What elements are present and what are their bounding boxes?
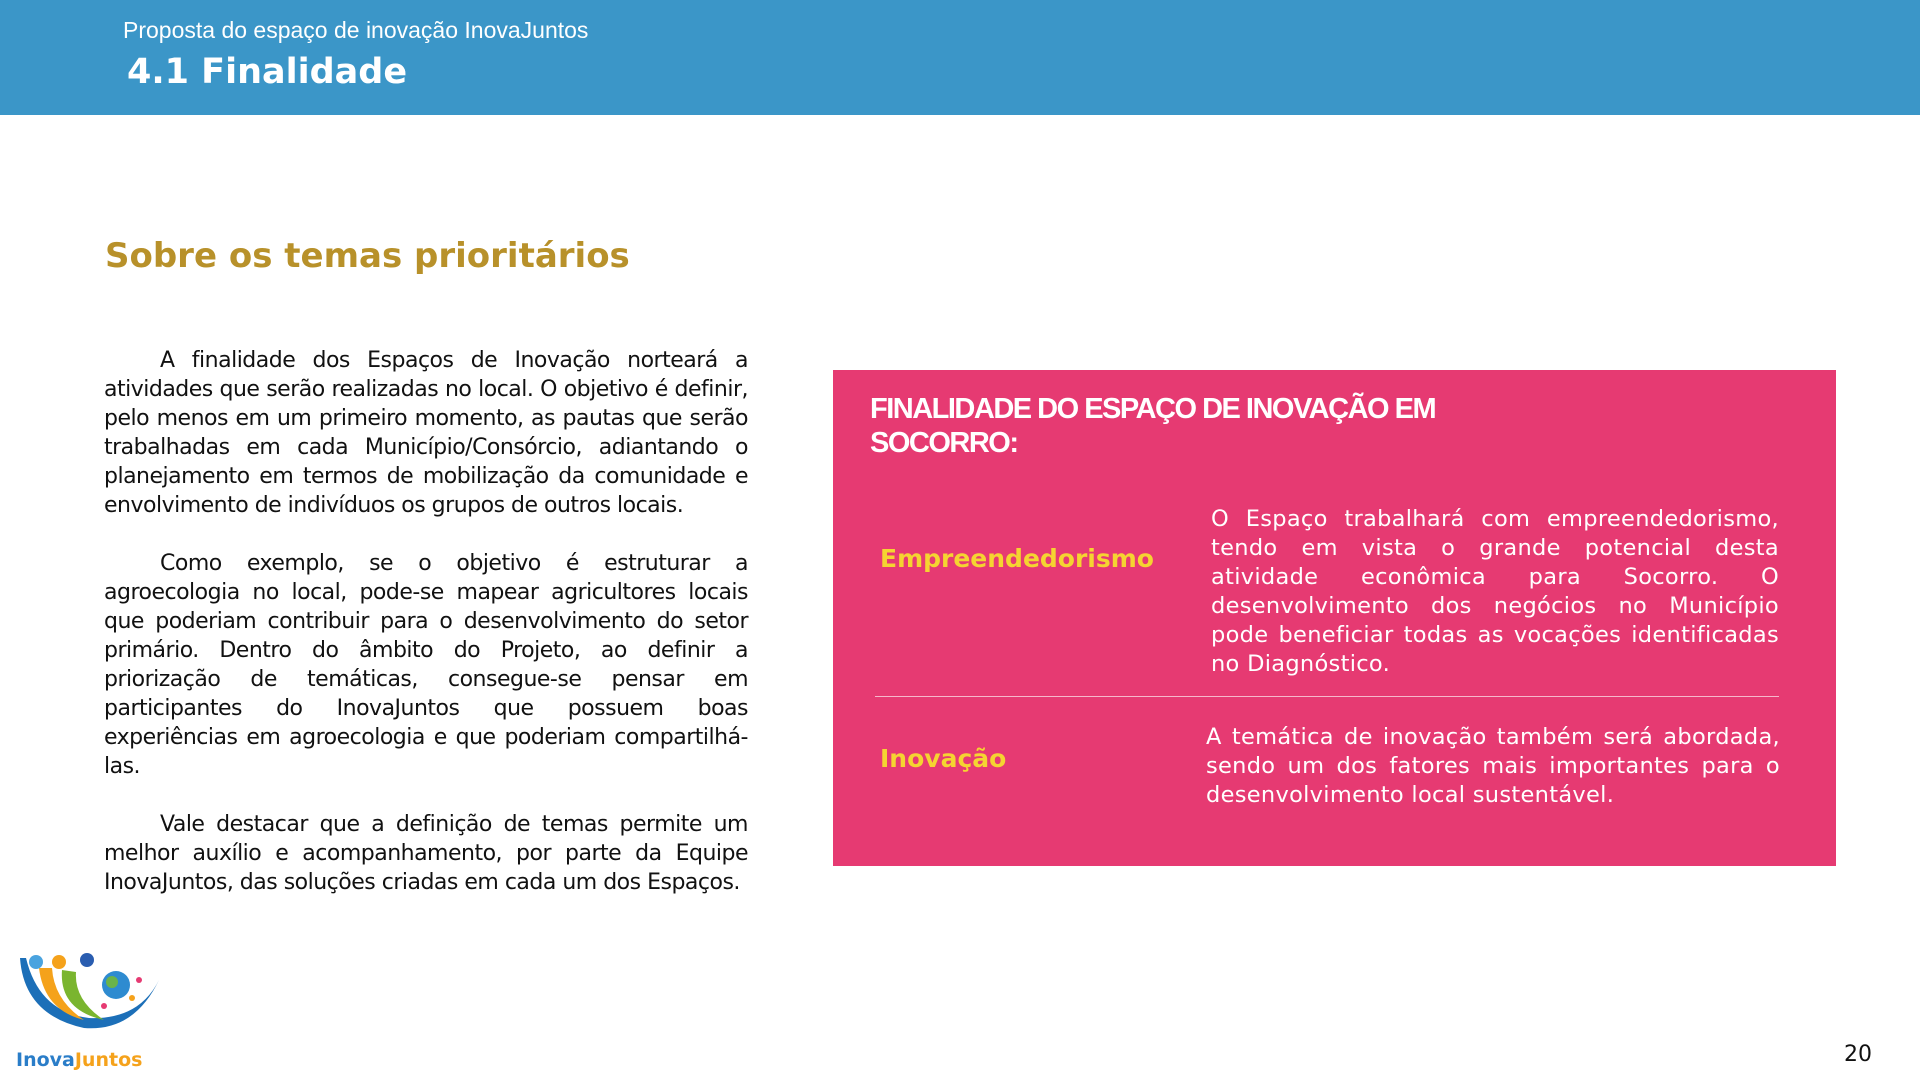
paragraph: Vale destacar que a definição de temas permite um melhor auxílio e acompanhamento, por parte da Equipe InovaJuntos, das soluções criadas em cada um dos Espaços. [104,812,748,895]
section-title: Sobre os temas prioritários [105,236,630,276]
page-number: 20 [1844,1042,1872,1067]
divider [875,696,1779,697]
item-label-empreendedorismo: Empreendedorismo [880,544,1154,573]
inovajuntos-logo [14,940,164,1070]
logo-text: InovaJuntos [16,1049,143,1070]
box-title: FINALIDADE DO ESPAÇO DE INOVAÇÃO EM SOCORRO: [870,393,1436,459]
paragraph: A finalidade dos Espaços de Inovação norteará a atividades que serão realizadas no local. O objetivo é definir, pelo menos em um primeiro momento, as pautas que serão trabalhadas em cada Município/Consórcio, adiantando o planejamento em termos de mobilização da comunidade e envolvimento de indivíduos os grupos de outros locais. [104,348,748,518]
finalidade-box [833,370,1836,866]
paragraph: Como exemplo, se o objetivo é estruturar a agroecologia no local, pode-se mapear agricultores locais que poderiam contribuir para o desenvolvimento do setor primário. Dentro do âmbito do Projeto, ao definir a priorização de temáticas, consegue-se pensar em participantes do InovaJuntos que possuem boas experiências em agroecologia e que poderiam compartilhá-las. [104,551,748,779]
item-text-empreendedorismo: O Espaço trabalhará com empreendedorismo, tendo em vista o grande potencial desta atividade econômica para Socorro. O desenvolvimento dos negócios no Município pode beneficiar todas as vocações identificadas no Diagnóstico. [1211,506,1779,677]
page-title: 4.1 Finalidade [127,52,408,92]
item-label-inovacao: Inovação [880,744,1007,773]
header-subtitle: Proposta do espaço de inovação InovaJuntos [123,17,589,43]
body-text [104,346,748,926]
logo-icon [14,940,164,1070]
item-text-inovacao: A temática de inovação também será abordada, sendo um dos fatores mais importantes para o desenvolvimento local sustentável. [1206,724,1780,808]
header-bar [0,0,1920,115]
